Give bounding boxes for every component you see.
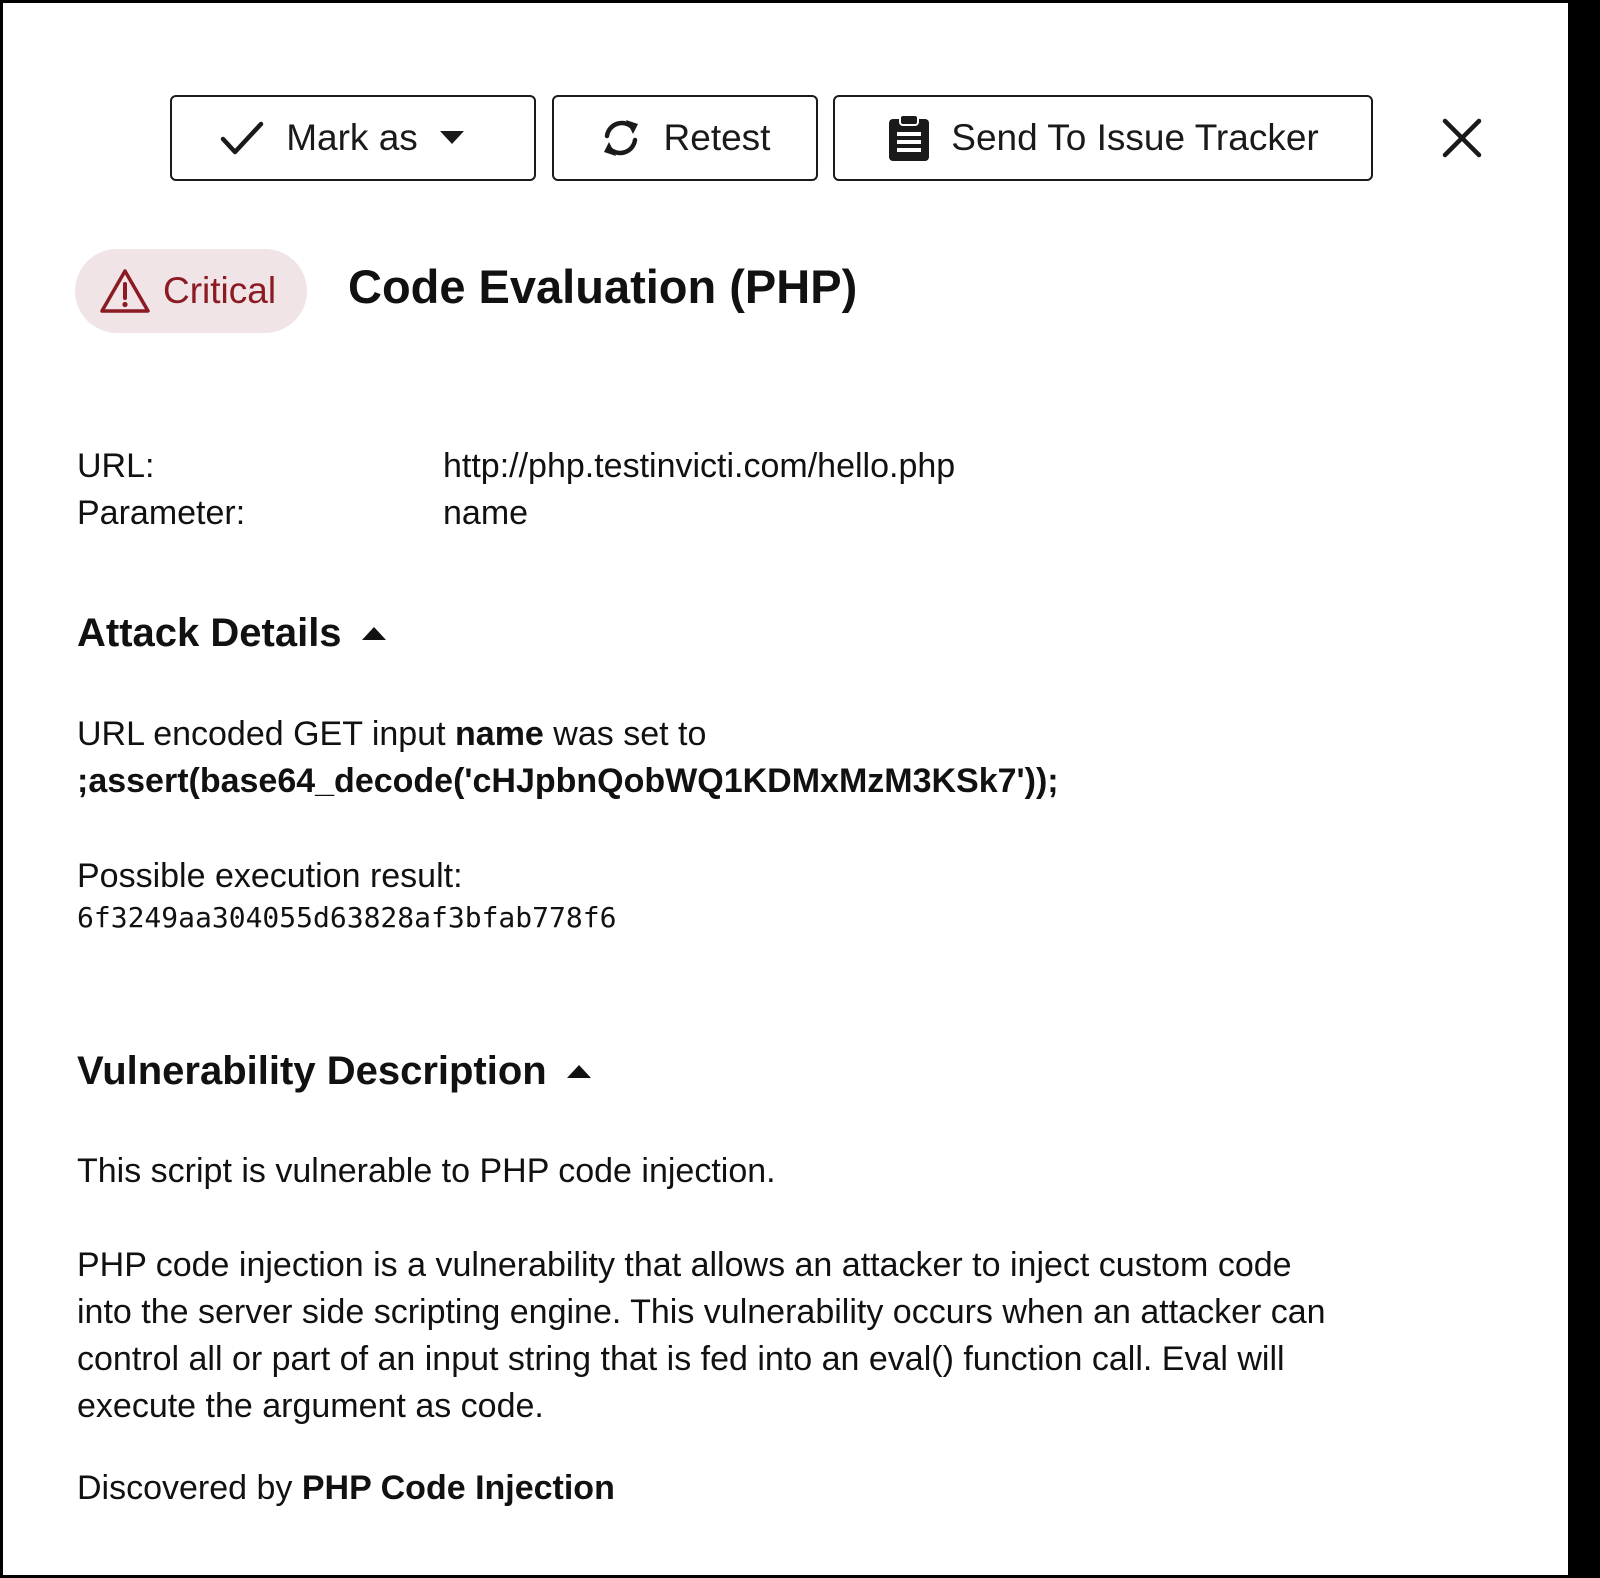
toolbar: [3, 95, 1568, 181]
severity-label: Critical: [163, 270, 277, 311]
retest-label: Retest: [663, 117, 771, 158]
refresh-icon: [600, 114, 642, 162]
vulnerability-detail-line-2: into the server side scripting engine. This vulnerability occurs when an attacker can: [77, 1293, 1326, 1331]
discovered-by: [77, 1465, 615, 1512]
page-title: Code Evaluation (PHP): [348, 260, 858, 313]
discovered-by-prefix: Discovered by: [77, 1469, 302, 1507]
vulnerability-detail-line-3: control all or part of an input string that is fed into an eval() function call. Eval will: [77, 1340, 1285, 1378]
caret-up-icon: [362, 627, 386, 641]
execution-result-label: Possible execution result:: [77, 857, 463, 895]
attack-details-heading: Attack Details: [77, 611, 342, 655]
vulnerability-detail-line-4: execute the argument as code.: [77, 1387, 544, 1425]
mark-as-label: Mark as: [286, 117, 418, 158]
check-icon: [220, 120, 264, 156]
retest-button[interactable]: [552, 95, 818, 181]
url-value: http://php.testinvicti.com/hello.php: [443, 447, 956, 485]
attack-payload: ;assert(base64_decode('cHJpbnQobWQ1KDMxMzM3KSk7'));: [77, 762, 1059, 800]
close-icon: [1439, 115, 1485, 161]
attack-input-line: [77, 711, 706, 758]
parameter-label: Parameter:: [77, 494, 246, 532]
vulnerability-description-heading: Vulnerability Description: [77, 1049, 547, 1093]
send-to-issue-tracker-button[interactable]: [833, 95, 1373, 181]
discovered-by-name: PHP Code Injection: [301, 1469, 615, 1507]
execution-result-value: 6f3249aa304055d63828af3bfab778f6: [77, 901, 617, 934]
vulnerability-description-toggle[interactable]: [77, 1049, 591, 1094]
severity-badge: [75, 249, 307, 333]
attack-input-prefix: URL encoded GET input: [77, 715, 456, 753]
caret-up-icon: [567, 1065, 591, 1079]
mark-as-button[interactable]: [170, 95, 536, 181]
attack-input-name: name: [455, 715, 544, 753]
close-button[interactable]: [1439, 115, 1485, 161]
url-label: URL:: [77, 447, 155, 485]
warning-triangle-icon: [99, 267, 151, 315]
attack-input-suffix: was set to: [543, 715, 707, 753]
clipboard-icon: [887, 114, 931, 162]
attack-details-toggle[interactable]: [77, 611, 386, 656]
vulnerability-summary: This script is vulnerable to PHP code injection.: [77, 1152, 776, 1190]
caret-down-icon: [440, 131, 464, 145]
send-to-issue-tracker-label: Send To Issue Tracker: [951, 117, 1319, 158]
vulnerability-detail-line-1: PHP code injection is a vulnerability that allows an attacker to inject custom code: [77, 1246, 1292, 1284]
parameter-value: name: [443, 494, 529, 532]
